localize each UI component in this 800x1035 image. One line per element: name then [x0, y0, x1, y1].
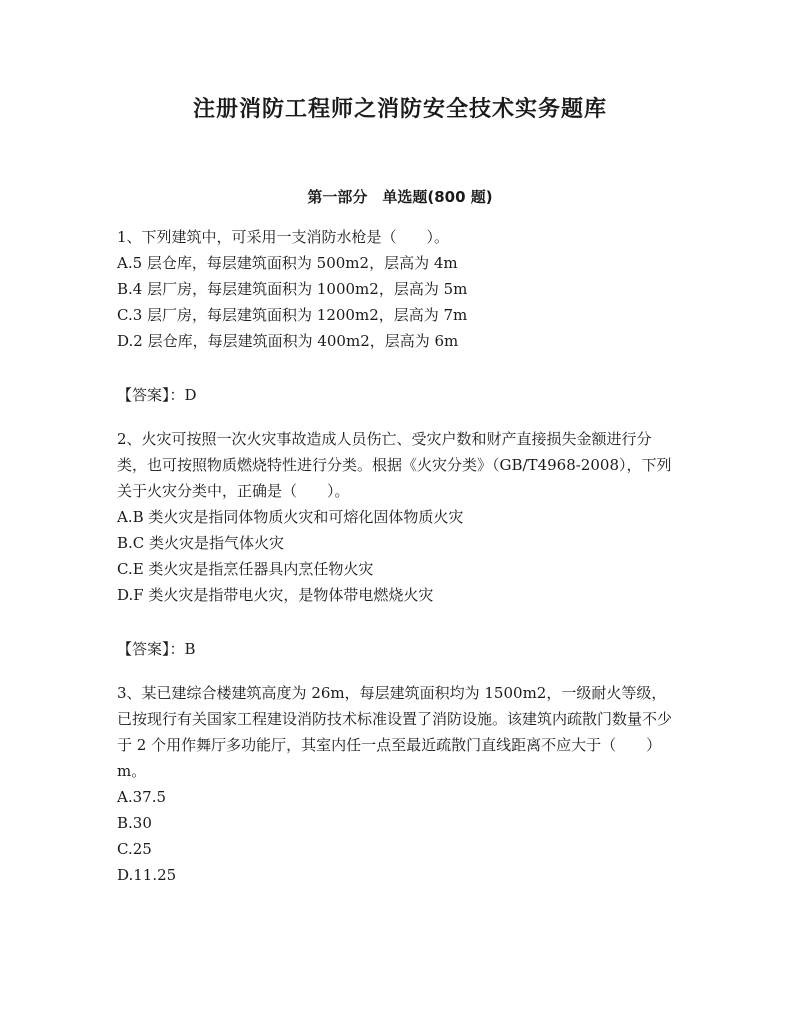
answer: 【答案】：D — [117, 386, 197, 404]
question-stem: 3、某已建综合楼建筑高度为 26m，每层建筑面积均为 1500m2，一级耐火等级，已按现行有关国家工程建设消防技术标准设置了消防设施。该建筑内疏散门数量不少于 2 个用作舞厅多功能厅，其室内任一点至最近疏散门直线距离不应大于（ ）m。 — [117, 684, 673, 780]
option-d: D.11.25 — [117, 866, 177, 884]
option-a: A.5 层仓库，每层建筑面积为 500m2，层高为 4m — [117, 254, 458, 272]
option-b: B.4 层厂房，每层建筑面积为 1000m2，层高为 5m — [117, 280, 468, 298]
section-heading: 第一部分 单选题(800 题) — [307, 188, 493, 206]
option-c: C.E 类火灾是指烹任器具内烹任物火灾 — [117, 560, 374, 578]
answer: 【答案】：B — [117, 640, 196, 658]
question-stem: 2、火灾可按照一次火灾事故造成人员伤亡、受灾户数和财产直接损失金额进行分类，也可按照物质燃烧特性进行分类。根据《火灾分类》（GB/T4968-2008），下列关于火灾分类中，正确是（ ）。 — [117, 430, 672, 500]
option-c: C.25 — [117, 840, 152, 858]
option-b: B.30 — [117, 814, 152, 832]
option-d: D.F 类火灾是指带电火灾，是物体带电燃烧火灾 — [117, 586, 434, 604]
question-list — [117, 224, 677, 888]
question-2 — [117, 426, 677, 662]
question-3 — [117, 680, 677, 888]
option-a: A.B 类火灾是指同体物质火灾和可熔化固体物质火灾 — [117, 508, 464, 526]
question-stem: 1、下列建筑中，可采用一支消防水枪是（ ）。 — [117, 228, 450, 246]
option-d: D.2 层仓库，每层建筑面积为 400m2，层高为 6m — [117, 332, 459, 350]
page-title: 注册消防工程师之消防安全技术实务题库 — [192, 97, 607, 122]
option-c: C.3 层厂房，每层建筑面积为 1200m2，层高为 7m — [117, 306, 468, 324]
option-b: B.C 类火灾是指气体火灾 — [117, 534, 285, 552]
question-1 — [117, 224, 677, 408]
option-a: A.37.5 — [117, 788, 166, 806]
